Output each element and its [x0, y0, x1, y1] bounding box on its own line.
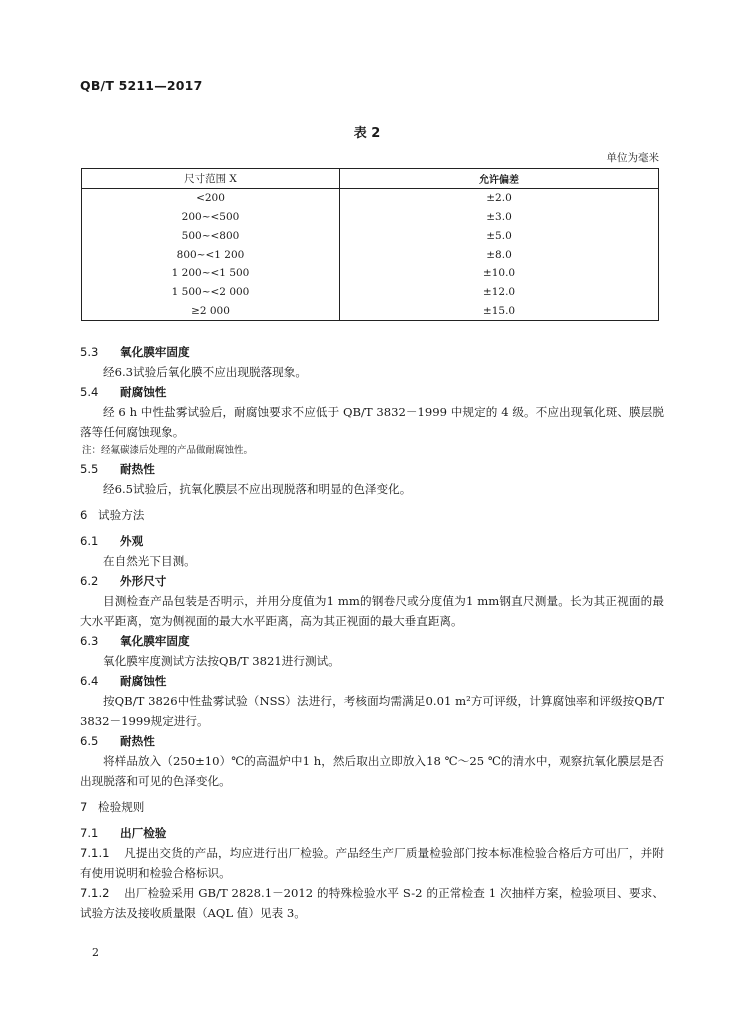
section-title: 出厂检验 — [120, 826, 167, 840]
tolerance-cell: ±3.0 — [340, 208, 659, 227]
clause-body: 凡提出交货的产品，均应进行出厂检验。产品经生产厂质量检验部门按本标准检验合格后方可出厂，并附有使用说明和检验合格标识。 — [80, 846, 664, 880]
tolerance-cell: ±8.0 — [340, 245, 659, 264]
table-unit: 单位为毫米 — [606, 152, 659, 164]
section-heading — [80, 823, 664, 843]
clause-number: 7.1.1 — [80, 846, 110, 860]
document-body — [80, 342, 664, 923]
chapter-number: 7 — [80, 800, 88, 814]
table-row — [82, 188, 659, 207]
section-title: 耐腐蚀性 — [120, 385, 167, 399]
table-row — [82, 245, 659, 264]
section-heading — [80, 531, 664, 551]
size-range-cell: 1 500~<2 000 — [82, 283, 340, 302]
table-row — [82, 302, 659, 321]
section-number: 7.1 — [80, 826, 99, 840]
column-header-tolerance: 允许偏差 — [340, 169, 659, 189]
table-row — [82, 208, 659, 227]
chapter-title: 检验规则 — [98, 800, 145, 814]
section-body: 在自然光下目测。 — [103, 554, 196, 568]
chapter-number: 6 — [80, 508, 88, 522]
section-number: 6.3 — [80, 634, 99, 648]
section-title: 外观 — [120, 534, 144, 548]
section-body: 按QB/T 3826中性盐雾试验（NSS）法进行，考核面均需满足0.01 m²方可评级，计算腐蚀率和评级按QB/T 3832－1999规定进行。 — [80, 694, 664, 728]
section-heading — [80, 731, 664, 751]
section-note: 注：经氟碳漆后处理的产品做耐腐蚀性。 — [82, 445, 254, 456]
section-heading — [80, 342, 664, 362]
tolerance-cell: ±10.0 — [340, 264, 659, 283]
tolerance-table — [81, 168, 659, 321]
size-range-cell: 200~<500 — [82, 208, 340, 227]
tolerance-cell: ±5.0 — [340, 226, 659, 245]
chapter-title: 试验方法 — [98, 508, 145, 522]
size-range-cell: 800~<1 200 — [82, 245, 340, 264]
size-range-cell: 500~<800 — [82, 226, 340, 245]
size-range-cell: <200 — [82, 188, 340, 207]
table-row — [82, 264, 659, 283]
section-heading — [80, 671, 664, 691]
tolerance-cell: ±15.0 — [340, 302, 659, 321]
clause — [80, 883, 664, 923]
section-number: 6.5 — [80, 734, 99, 748]
chapter-heading — [80, 797, 664, 817]
section-heading — [80, 382, 664, 402]
section-heading — [80, 571, 664, 591]
section-body: 将样品放入（250±10）℃的高温炉中1 h，然后取出立即放入18 ℃～25 ℃的清水中，观察抗氧化膜层是否出现脱落和可见的色泽变化。 — [80, 754, 664, 788]
clause-body: 出厂检验采用 GB/T 2828.1－2012 的特殊检验水平 S-2 的正常检查 1 次抽样方案，检验项目、要求、试验方法及接收质量限（AQL 值）见表 3。 — [80, 886, 664, 920]
page-number: 2 — [92, 946, 99, 959]
section-body: 经6.3试验后氧化膜不应出现脱落现象。 — [103, 365, 307, 379]
clause — [80, 843, 664, 883]
section-number: 5.5 — [80, 462, 99, 476]
section-number: 5.4 — [80, 385, 99, 399]
section-heading — [80, 631, 664, 651]
section-title: 耐腐蚀性 — [120, 674, 167, 688]
section-number: 6.4 — [80, 674, 99, 688]
section-body: 目测检查产品包装是否明示，并用分度值为1 mm的钢卷尺或分度值为1 mm钢直尺测量。长为其正视面的最大水平距离，宽为侧视面的最大水平距离，高为其正视面的最大垂直距离。 — [80, 594, 664, 628]
section-number: 6.2 — [80, 574, 99, 588]
table-row — [82, 226, 659, 245]
column-header-size-range: 尺寸范围 X — [82, 169, 340, 189]
section-heading — [80, 459, 664, 479]
section-body: 经 6 h 中性盐雾试验后，耐腐蚀要求不应低于 QB/T 3832－1999 中规定的 4 级。不应出现氧化斑、膜层脱落等任何腐蚀现象。 — [80, 405, 664, 439]
size-range-cell: ≥2 000 — [82, 302, 340, 321]
section-body: 氧化膜牢度测试方法按QB/T 3821进行测试。 — [103, 654, 340, 668]
section-title: 氧化膜牢固度 — [120, 634, 190, 648]
table-row — [82, 283, 659, 302]
section-number: 6.1 — [80, 534, 99, 548]
clause-number: 7.1.2 — [80, 886, 110, 900]
section-body: 经6.5试验后，抗氧化膜层不应出现脱落和明显的色泽变化。 — [103, 482, 412, 496]
section-title: 耐热性 — [120, 462, 155, 476]
table-header-row — [82, 169, 659, 189]
tolerance-cell: ±2.0 — [340, 188, 659, 207]
table-title: 表 2 — [353, 126, 381, 141]
chapter-heading — [80, 505, 664, 525]
standard-code: QB/T 5211—2017 — [80, 78, 203, 93]
section-title: 氧化膜牢固度 — [120, 345, 190, 359]
section-title: 外形尺寸 — [120, 574, 167, 588]
section-number: 5.3 — [80, 345, 99, 359]
tolerance-cell: ±12.0 — [340, 283, 659, 302]
section-title: 耐热性 — [120, 734, 155, 748]
size-range-cell: 1 200~<1 500 — [82, 264, 340, 283]
